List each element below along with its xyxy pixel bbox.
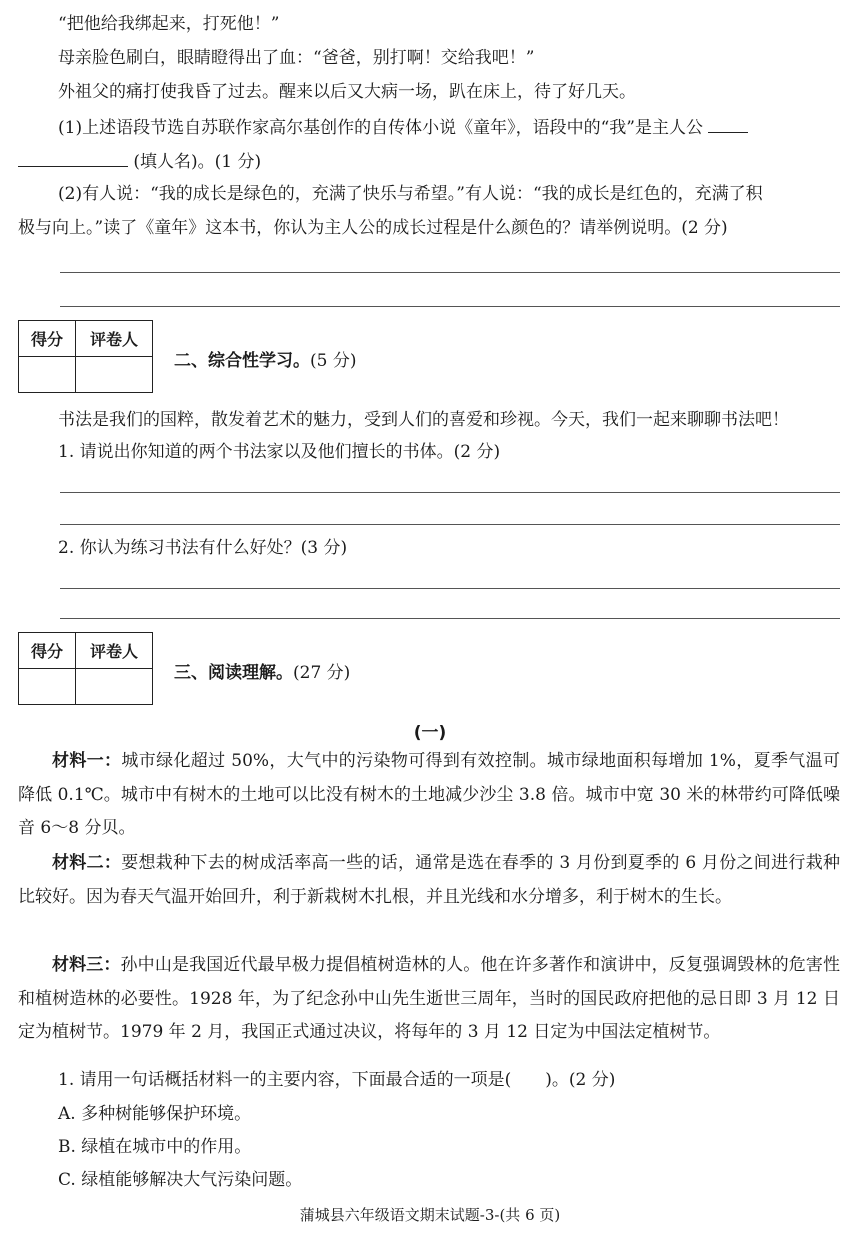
score-box [18,320,153,393]
answer-blank[interactable] [18,148,128,167]
material-1-label: 材料一： [52,751,122,771]
text-line: 母亲脸色刷白，眼睛瞪得出了血：“爸爸，别打啊！交给我吧！” [58,48,535,68]
section-2-points: (5 分) [310,351,357,371]
score-cell[interactable] [19,669,76,705]
section-2-title [174,346,356,371]
page-footer: 蒲城县六年级语文期末试题-3-(共 6 页) [299,1206,561,1224]
question-1-1-cont [18,148,261,174]
material-2-text: 要想栽种下去的树成活率高一些的话，通常是选在春季的 3 月份到夏季的 6 月份之间进行栽种比较好。因为春天气温开始回升，利于新栽树木扎根，并且光线和水分增多，利于树木的生长。 [18,853,841,907]
text-line: “把他给我绑起来，打死他！” [58,14,280,34]
grader-header: 评卷人 [76,633,153,669]
option-c[interactable]: C. 绿植能够解决大气污染问题。 [58,1170,303,1190]
question-1-1-text: (1)上述语段节选自苏联作家高尔基创作的自传体小说《童年》，语段中的“我”是主人公 [58,118,703,138]
section-2-question-2: 2. 你认为练习书法有什么好处？(3 分) [58,538,348,558]
section-2-intro: 书法是我们的国粹，散发着艺术的魅力，受到人们的喜爱和珍视。今天，我们一起来聊聊书法吧！ [58,410,789,430]
question-1-2: (2)有人说：“我的成长是绿色的，充满了快乐与希望。”有人说：“我的成长是红色的，充满了积 [58,184,763,204]
score-header: 得分 [19,321,76,357]
score-cell[interactable] [19,357,76,393]
material-1-text: 城市绿化超过 50%，大气中的污染物可得到有效控制。城市绿地面积每增加 1%，夏季气温可降低 0.1℃。城市中有树木的土地可以比没有树木的土地减少沙尘 3.8 倍。城市中宽 30 米的林带约可降低噪音 6～8 分贝。 [18,751,841,838]
material-3-text: 孙中山是我国近代最早极力提倡植树造林的人。他在许多著作和演讲中，反复强调毁林的危害性和植树造林的必要性。1928 年，为了纪念孙中山先生逝世三周年，当时的国民政府把他的忌日即 3 月 12 日定为植树节。1979 年 2 月，我国正式通过决议，将每年的 3 月 12 日定为中国法定植树节。 [18,955,841,1042]
section-3-heading: 三、阅读理解。 [174,663,293,683]
section-3-title [174,658,350,683]
text-line: 外祖父的痛打使我昏了过去。醒来以后又大病一场，趴在床上，待了好几天。 [58,82,636,102]
grader-cell[interactable] [76,669,153,705]
answer-line[interactable] [60,492,840,493]
material-3 [18,949,840,1050]
reading-part-title: (一) [413,723,447,743]
answer-line[interactable] [60,272,840,273]
question-1-1 [58,114,748,140]
answer-line[interactable] [60,524,840,525]
option-a[interactable]: A. 多种树能够保护环境。 [58,1104,252,1124]
reading-question-1: 1. 请用一句话概括材料一的主要内容，下面最合适的一项是( )。(2 分) [58,1070,616,1090]
grader-cell[interactable] [76,357,153,393]
section-2-question-1: 1. 请说出你知道的两个书法家以及他们擅长的书体。(2 分) [58,442,501,462]
material-1 [18,745,840,846]
score-box [18,632,153,705]
answer-line[interactable] [60,588,840,589]
material-3-label: 材料三： [52,955,121,975]
answer-line[interactable] [60,618,840,619]
material-2-label: 材料二： [52,853,122,873]
option-b[interactable]: B. 绿植在城市中的作用。 [58,1137,252,1157]
section-2-heading: 二、综合性学习。 [174,351,310,371]
question-1-2-cont: 极与向上。”读了《童年》这本书，你认为主人公的成长过程是什么颜色的？请举例说明。(2 分) [18,218,728,238]
section-3-points: (27 分) [293,663,351,683]
answer-line[interactable] [60,306,840,307]
material-2 [18,847,840,914]
grader-header: 评卷人 [76,321,153,357]
score-header: 得分 [19,633,76,669]
question-1-1-tail: (填人名)。(1 分) [133,152,262,172]
answer-blank[interactable] [708,114,748,133]
